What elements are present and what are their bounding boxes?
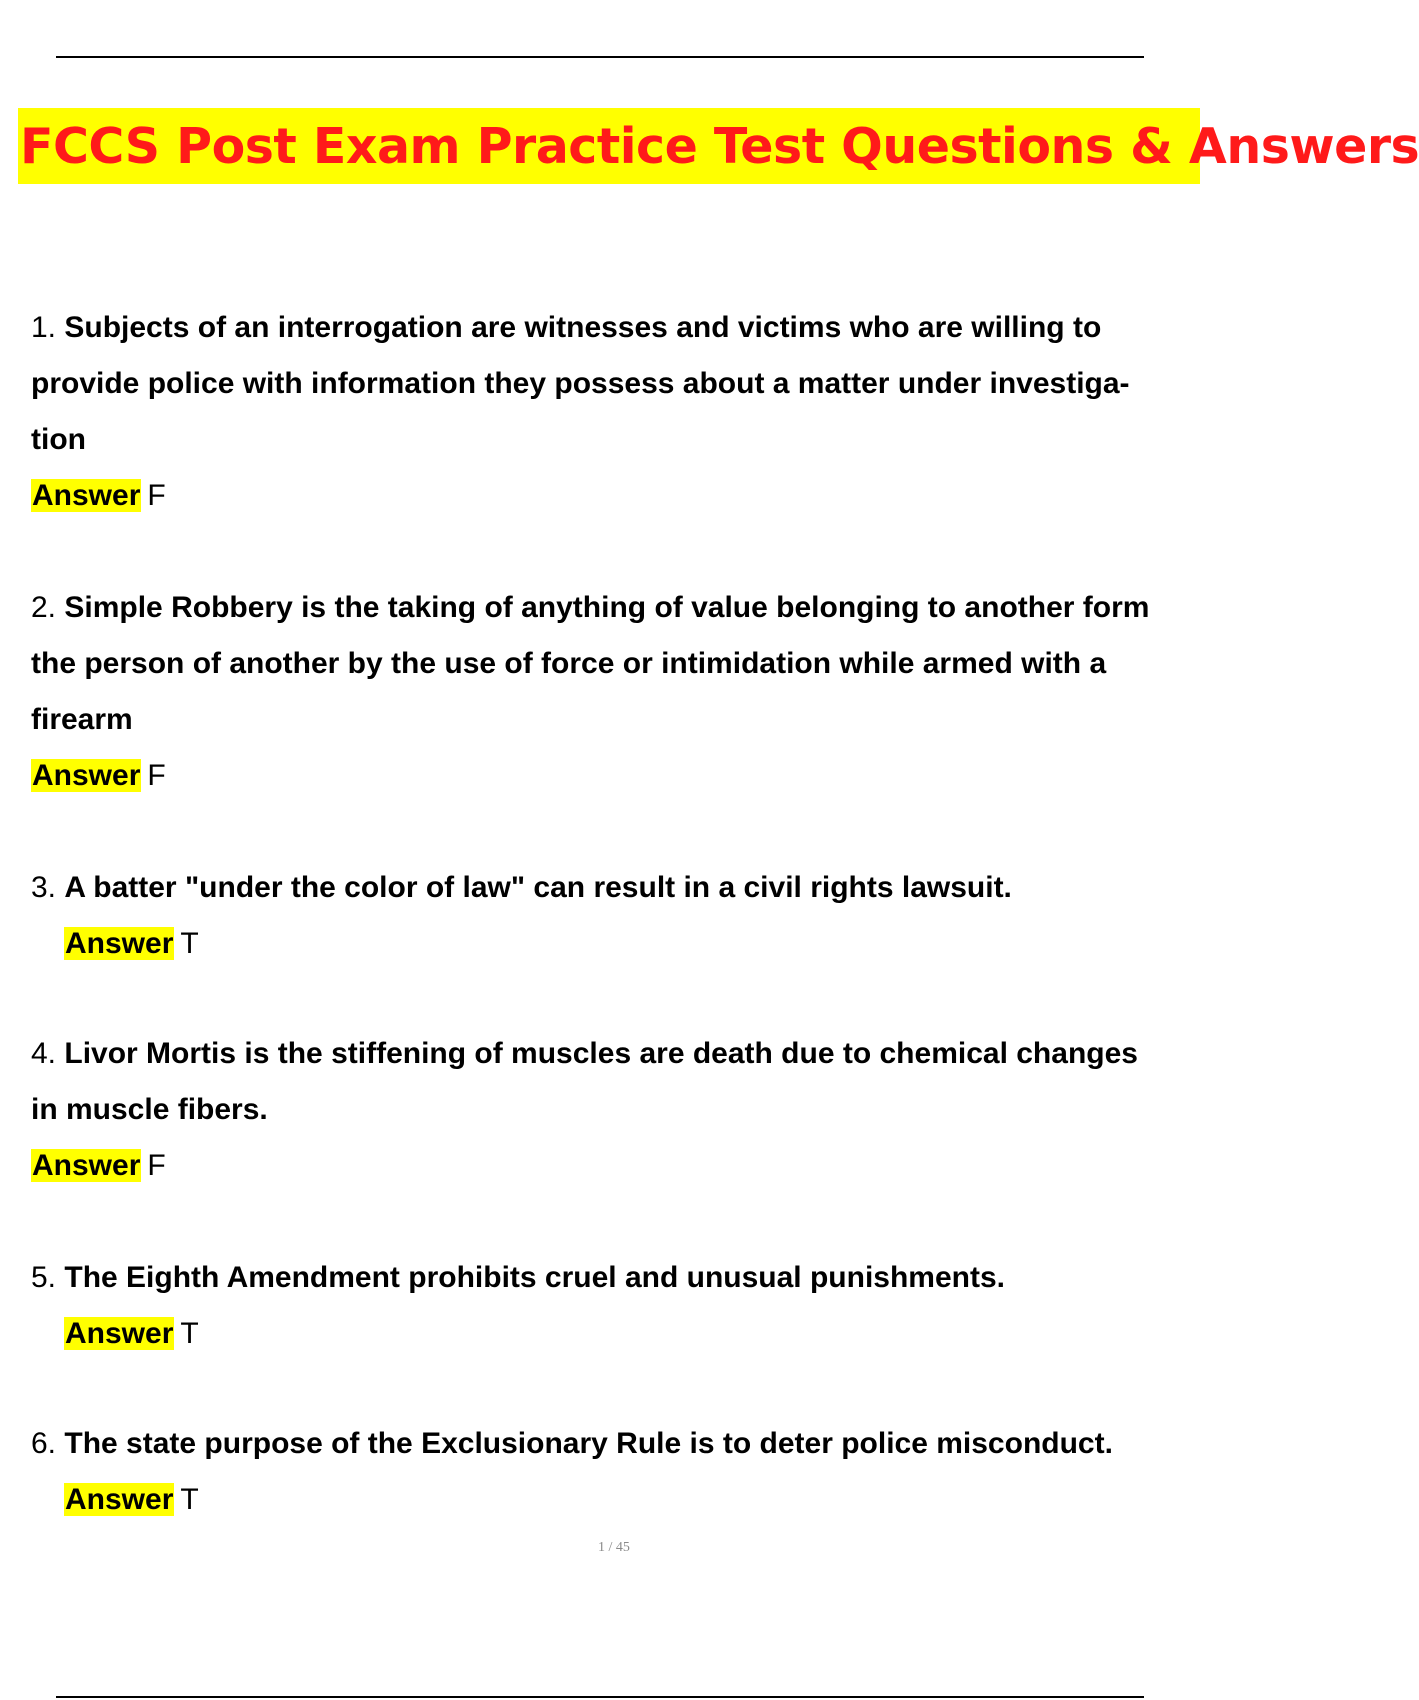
- answer-label: Answer: [32, 759, 141, 792]
- question-number: 2.: [31, 591, 57, 624]
- answer-value: F: [147, 1149, 166, 1182]
- question-body: Simple Robbery is the taking of anything of value belonging to another form the person of another by the use of force or intimidation while armed with a firearm: [31, 591, 1150, 736]
- answer-line: [31, 916, 1200, 972]
- document-title: FCCS Post Exam Practice Test Questions & Answers: [20, 118, 1419, 175]
- question-list: [31, 300, 1200, 1528]
- question-item-3: [31, 860, 1200, 972]
- question-number: 4.: [31, 1037, 57, 1070]
- answer-value: T: [180, 1317, 199, 1350]
- top-rule: [56, 56, 1144, 58]
- question-item-6: [31, 1416, 1200, 1528]
- question-number: 6.: [31, 1427, 57, 1460]
- answer-value: F: [147, 759, 166, 792]
- answer-line: [31, 468, 1200, 524]
- question-text: [31, 1416, 1200, 1472]
- answer-label: Answer: [65, 1317, 174, 1350]
- answer-line: [31, 1138, 1200, 1194]
- bottom-rule: [56, 1696, 1144, 1698]
- answer-value: F: [147, 479, 166, 512]
- question-item-5: [31, 1250, 1200, 1362]
- answer-value: T: [180, 1483, 199, 1516]
- question-body: Livor Mortis is the stiffening of muscles are death due to chemical changes in muscle fibers.: [31, 1037, 1138, 1126]
- question-body: Subjects of an interrogation are witnesses and victims who are willing to provide police with information they possess about a matter under investiga- tion: [31, 311, 1130, 456]
- question-text: [31, 860, 1200, 916]
- question-number: 1.: [31, 311, 57, 344]
- answer-label: Answer: [32, 479, 141, 512]
- question-text: [31, 1250, 1200, 1306]
- answer-label: Answer: [65, 927, 174, 960]
- question-item-4: [31, 1026, 1200, 1194]
- question-body: The Eighth Amendment prohibits cruel and unusual punishments.: [64, 1261, 1005, 1294]
- question-number: 5.: [31, 1261, 57, 1294]
- answer-line: [31, 1472, 1200, 1528]
- answer-label: Answer: [65, 1483, 174, 1516]
- answer-line: [31, 1306, 1200, 1362]
- question-body: The state purpose of the Exclusionary Rule is to deter police misconduct.: [64, 1427, 1113, 1460]
- question-text: [31, 1026, 1200, 1138]
- page-number: 1 / 45: [598, 1540, 630, 1555]
- title-highlight: [18, 108, 1419, 184]
- answer-line: [31, 748, 1200, 804]
- question-item-2: [31, 580, 1200, 804]
- answer-value: T: [180, 927, 199, 960]
- answer-label: Answer: [32, 1149, 141, 1182]
- question-number: 3.: [31, 871, 57, 904]
- question-body: A batter "under the color of law" can result in a civil rights lawsuit.: [64, 871, 1012, 904]
- question-text: [31, 580, 1200, 748]
- question-text: [31, 300, 1200, 468]
- question-item-1: [31, 300, 1200, 524]
